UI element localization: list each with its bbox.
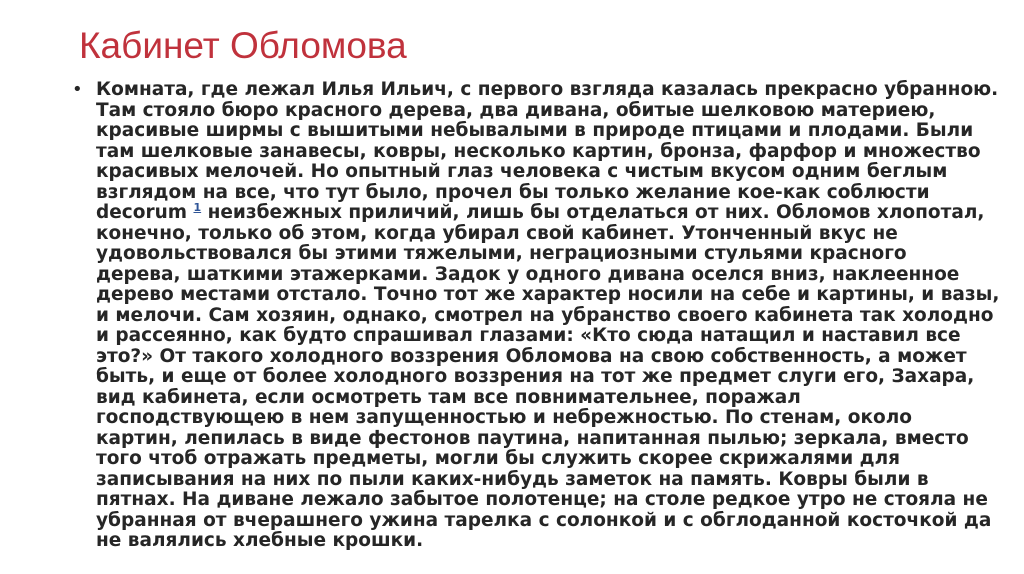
text-line: убранная от вчерашнего ужина тарелка с солонкой и с обглоданной косточкой да bbox=[96, 509, 992, 531]
text-line: конечно, только об этом, когда убирал свой кабинет. Утонченный вкус не bbox=[96, 222, 898, 244]
text-line: удовольствовался бы этими тяжелыми, неграциозными стульями красного bbox=[96, 243, 907, 264]
text-line: картин, лепилась в виде фестонов паутина, напитанная пылью; зеркала, вместо bbox=[96, 427, 969, 449]
text-line: красивые ширмы с вышитыми небывалыми в природе птицами и плодами. Были bbox=[96, 120, 974, 141]
text-line: взглядом на все, что тут было, прочел бы только желание кое-как соблюсти bbox=[96, 181, 930, 203]
paragraph bbox=[96, 79, 1000, 552]
text-line: того чтоб отражать предметы, могли бы служить скорее скрижалями для bbox=[96, 448, 901, 469]
text-line: и рассеянно, как будто спрашивал глазами: «Кто сюда натащил и наставил все bbox=[96, 325, 961, 346]
text-line: там шелковые занавесы, ковры, несколько картин, бронза, фарфор и множество bbox=[96, 140, 981, 162]
body-text-list bbox=[72, 79, 1000, 552]
text-line: пятнах. На диване лежало забытое полотенце; на столе редкое утро не стояла не bbox=[96, 489, 988, 510]
text-line: Комната, где лежал Илья Ильич, с первого взгляда казалась прекрасно убранною. bbox=[96, 79, 999, 100]
footnote-link[interactable]: 1 bbox=[193, 200, 202, 214]
text-line: не валялись хлебные крошки. bbox=[96, 530, 424, 551]
list-item bbox=[72, 79, 1000, 552]
text-line: дерева, шаткими этажерками. Задок у одного дивана оселся вниз, наклеенное bbox=[96, 263, 960, 285]
bullet-icon: • bbox=[72, 79, 83, 100]
decorum-word: decorum bbox=[96, 202, 194, 223]
text-fragment: неизбежных приличий, лишь бы отделаться от них. Обломов хлопотал, bbox=[201, 202, 985, 223]
text-line: записывания на них по пыли каких-нибудь заметок на память. Ковры были в bbox=[96, 468, 929, 490]
slide-title: Кабинет Обломова bbox=[79, 25, 407, 66]
text-line: дерево местами отстало. Точно тот же характер носили на себе и картины, и вазы, bbox=[96, 284, 1000, 305]
text-line: это?» От такого холодного воззрения Обломова на свою собственность, а может bbox=[96, 345, 967, 367]
text-line: быть, и еще от более холодного воззрения на тот же предмет слуги его, Захара, bbox=[96, 366, 975, 387]
text-line: и мелочи. Сам хозяин, однако, смотрел на убранство своего кабинета так холодно bbox=[96, 304, 994, 326]
text-line-with-footnote bbox=[96, 200, 985, 224]
text-line: Там стояло бюро красного дерева, два дивана, обитые шелковою материею, bbox=[96, 99, 936, 121]
text-line: красивых мелочей. Но опытный глаз человека с чистым вкусом одним беглым bbox=[96, 161, 948, 182]
text-line: господствующею в нем запущенностью и небрежностью. По стенам, около bbox=[96, 407, 912, 428]
text-line: вид кабинета, если осмотреть там все повнимательнее, поражал bbox=[96, 386, 801, 408]
